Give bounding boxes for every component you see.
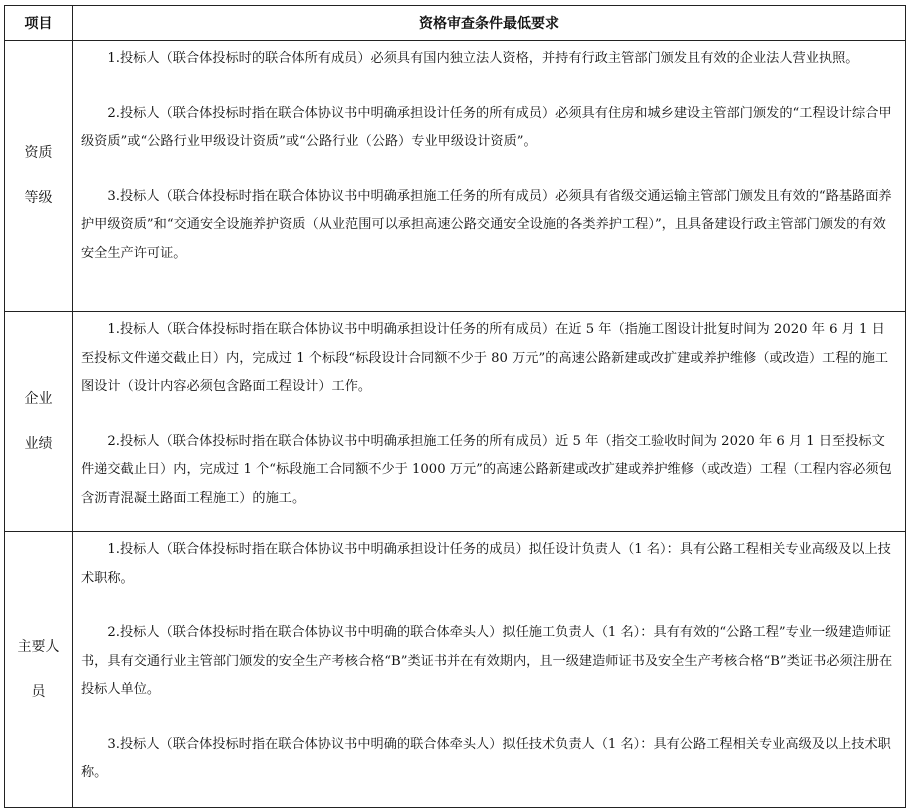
- row-label: [5, 532, 73, 808]
- qualification-table: [4, 5, 906, 808]
- row-label-line: 主要人: [17, 638, 60, 655]
- requirement-item: 3.投标人（联合体投标时指在联合体协议书中明确承担施工任务的所有成员）必须具有省级交通运输主管部门颁发且有效的“路基路面养护甲级资质”和“交通安全设施养护资质（从业范围可以承担高速公路交通安全设施的各类养护工程）”，且具备建设行政主管部门颁发的有效安全生产许可证。: [81, 188, 892, 261]
- table-header-row: [5, 6, 906, 41]
- row-label-line: 业绩: [24, 435, 53, 452]
- requirement-item: 2.投标人（联合体投标时指在联合体协议书中明确的联合体牵头人）拟任施工负责人（1 名）：具有有效的“公路工程”专业一级建造师证书，具有交通行业主管部门颁发的安全生产考核合格“B”类证书并在有效期内，且一级建造师证书及安全生产考核合格“B”类证书必须注册在投标人单位。: [81, 625, 893, 697]
- row-label: [5, 41, 73, 312]
- row-content: [73, 41, 906, 312]
- row-label-line: 资质: [24, 145, 53, 161]
- header-item: 项目: [5, 6, 73, 41]
- requirement-item: 2.投标人（联合体投标时指在联合体协议书中明确承担设计任务的所有成员）必须具有住房和城乡建设主管部门颁发的“工程设计综合甲级资质”或“公路行业甲级设计资质”或“公路行业（公路）专业甲级设计资质”。: [81, 105, 892, 149]
- header-requirements: 资格审查条件最低要求: [73, 6, 906, 41]
- row-content: [73, 532, 906, 808]
- table-row-qualification-level: [5, 41, 906, 312]
- requirement-item: 1.投标人（联合体投标时指在联合体协议书中明确承担设计任务的所有成员）在近 5 年（指施工图设计批复时间为 2020 年 6 月 1 日至投标文件递交截止日）内，完成过 1 个标段“标段设计合同额不少于 80 万元”的高速公路新建或改扩建或养护维修（或改造）工程的施工图设计（设计内容必须包含路面工程设计）工作。: [81, 322, 889, 394]
- row-label-line: 员: [31, 683, 46, 700]
- requirement-item: 1.投标人（联合体投标时的联合体所有成员）必须具有国内独立法人资格，并持有行政主管部门颁发且有效的企业法人营业执照。: [107, 51, 859, 66]
- table-row-performance: [5, 312, 906, 532]
- row-label: [5, 312, 73, 532]
- row-content: [73, 312, 906, 532]
- requirement-item: 1.投标人（联合体投标时指在联合体协议书中明确承担设计任务的成员）拟任设计负责人（1 名）：具有公路工程相关专业高级及以上技术职称。: [81, 542, 891, 586]
- requirement-item: 3.投标人（联合体投标时指在联合体协议书中明确的联合体牵头人）拟任技术负责人（1 名）：具有公路工程相关专业高级及以上技术职称。: [81, 736, 891, 780]
- row-label-line: 等级: [24, 190, 53, 206]
- requirement-item: 2.投标人（联合体投标时指在联合体协议书中明确承担施工任务的所有成员）近 5 年（指交工验收时间为 2020 年 6 月 1 日至投标文件递交截止日）内，完成过 1 个“标段施工合同额不少于 1000 万元”的高速公路新建或改扩建或养护维修（或改造）工程（工程内容必须包含沥青混凝土路面工程施工）的施工。: [81, 433, 892, 506]
- row-label-line: 企业: [24, 390, 53, 407]
- table-row-key-personnel: [5, 532, 906, 808]
